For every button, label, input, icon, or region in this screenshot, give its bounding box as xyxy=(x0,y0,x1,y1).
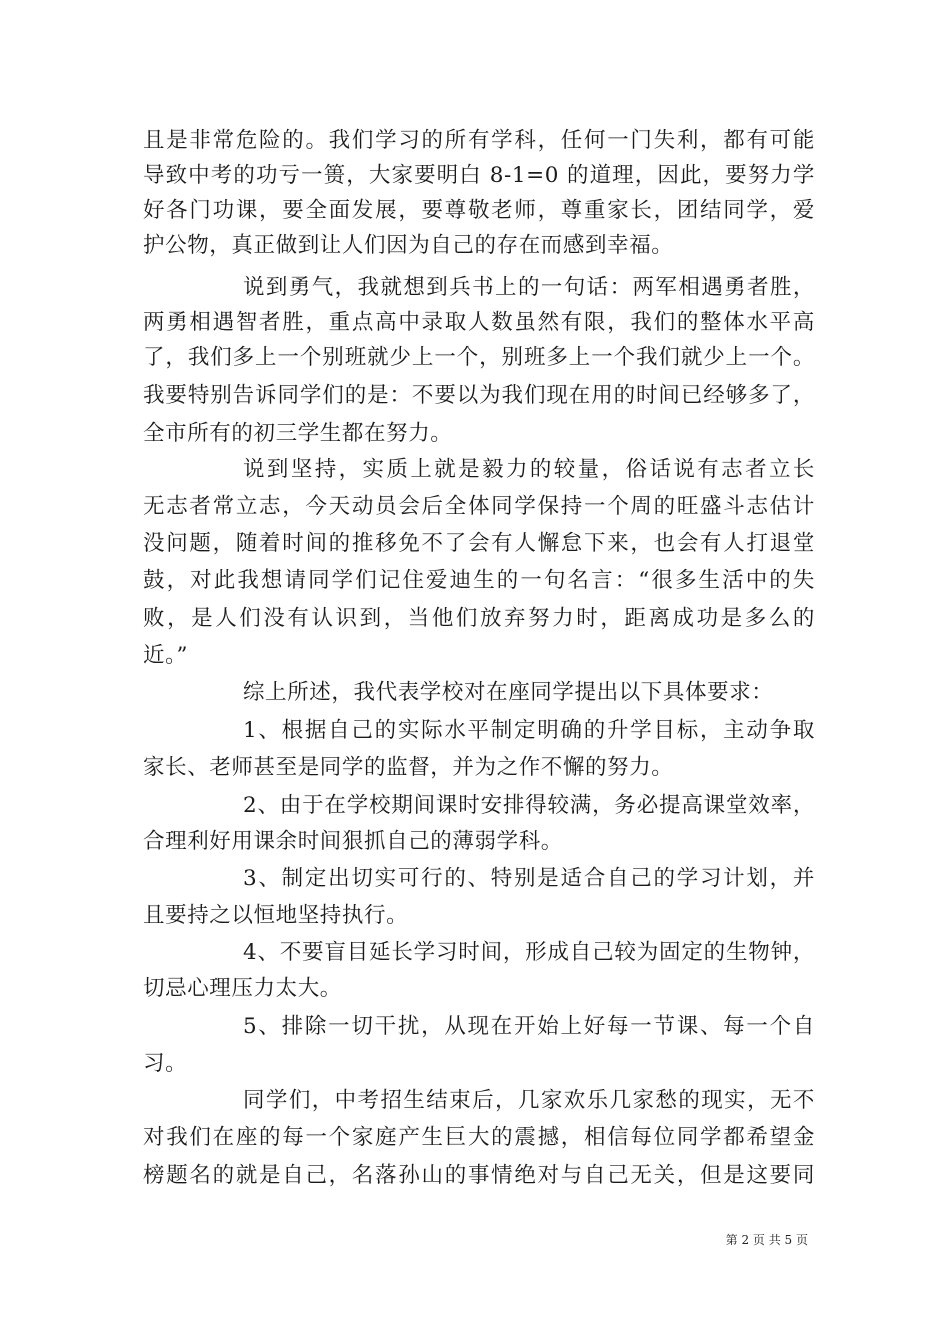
text-line: 且是非常危险的。我们学习的所有学科，任何一门失利，都有可能 xyxy=(143,128,815,153)
text-line: 好各门功课，要全面发展，要尊敬老师，尊重家长，团结同学，爱 xyxy=(143,198,815,223)
list-item-line: 合理利好用课余时间狠抓自己的薄弱学科。 xyxy=(143,829,563,854)
list-item-line: 4、不要盲目延长学习时间，形成自己较为固定的生物钟， xyxy=(243,940,815,965)
text-line: 导致中考的功亏一篑，大家要明白 8-1=0 的道理，因此，要努力学 xyxy=(143,163,815,188)
list-item-line: 2、由于在学校期间课时安排得较满，务必提高课堂效率， xyxy=(243,793,815,818)
text-line: 全市所有的初三学生都在努力。 xyxy=(143,421,453,446)
text-line: 我要特别告诉同学们的是：不要以为我们现在用的时间已经够多了， xyxy=(143,383,815,408)
list-item-line: 5、排除一切干扰，从现在开始上好每一节课、每一个自 xyxy=(243,1014,815,1039)
list-item-line: 家长、老师甚至是同学的监督，并为之作不懈的努力。 xyxy=(143,755,674,780)
paragraph-first-line: 说到勇气，我就想到兵书上的一句话：两军相遇勇者胜， xyxy=(243,275,815,300)
text-line: 了，我们多上一个别班就少上一个，别班多上一个我们就少上一个。 xyxy=(143,345,815,370)
text-line: 两勇相遇智者胜，重点高中录取人数虽然有限，我们的整体水平高 xyxy=(143,310,815,335)
text-line: 榜题名的就是自己，名落孙山的事情绝对与自己无关，但是这要同 xyxy=(143,1163,815,1188)
page-number-footer: 第 2 页 共 5 页 xyxy=(725,1233,808,1247)
list-item-line: 切忌心理压力太大。 xyxy=(143,976,342,1001)
text-line: 无志者常立志，今天动员会后全体同学保持一个周的旺盛斗志估计 xyxy=(143,494,815,519)
text-line: 对我们在座的每一个家庭产生巨大的震撼，相信每位同学都希望金 xyxy=(143,1125,815,1150)
text-line: 鼓，对此我想请同学们记住爱迪生的一句名言：“很多生活中的失 xyxy=(143,568,815,593)
list-item-line: 1、根据自己的实际水平制定明确的升学目标，主动争取 xyxy=(243,718,815,743)
list-item-line: 且要持之以恒地坚持执行。 xyxy=(143,903,409,928)
paragraph-first-line: 说到坚持，实质上就是毅力的较量，俗话说有志者立长 xyxy=(243,457,815,482)
text-line: 败，是人们没有认识到，当他们放弃努力时，距离成功是多么的 xyxy=(143,606,815,631)
list-item-line: 习。 xyxy=(143,1051,188,1076)
list-item-line: 3、制定出切实可行的、特别是适合自己的学习计划，并 xyxy=(243,866,815,891)
text-line: 近。” xyxy=(143,643,189,668)
text-line: 护公物，真正做到让人们因为自己的存在而感到幸福。 xyxy=(143,233,674,258)
paragraph-first-line: 综上所述，我代表学校对在座同学提出以下具体要求： xyxy=(243,680,774,705)
paragraph-first-line: 同学们，中考招生结束后，几家欢乐几家愁的现实，无不 xyxy=(243,1088,815,1113)
text-line: 没问题，随着时间的推移免不了会有人懈怠下来，也会有人打退堂 xyxy=(143,531,815,556)
